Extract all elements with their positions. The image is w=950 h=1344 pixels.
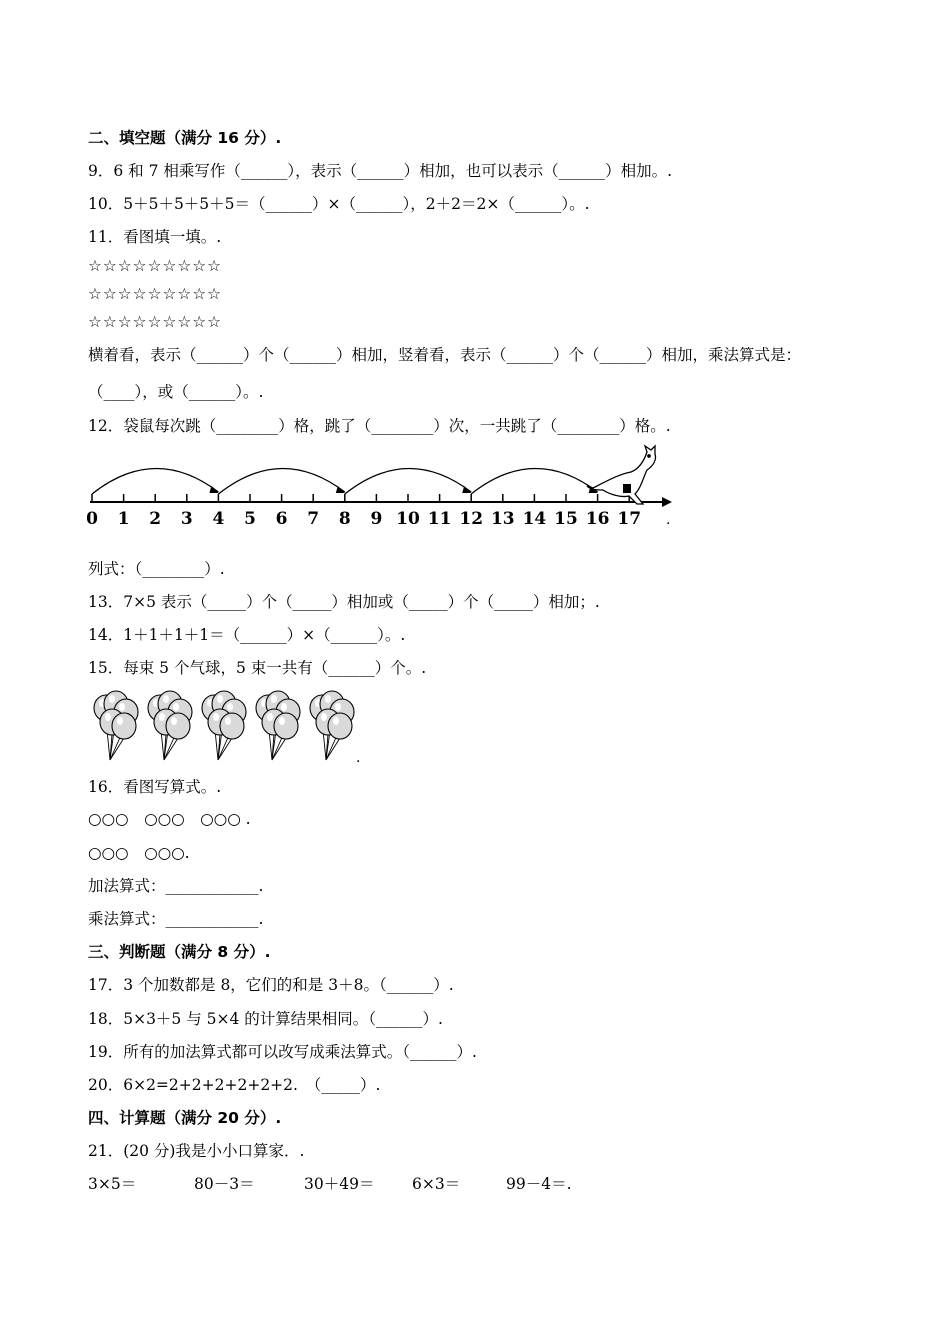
diagram-trail: . — [666, 512, 671, 528]
balloon-icon — [112, 713, 136, 739]
question-11-line-1: 横着看，表示（______）个（______）相加，竖着看，表示（______）个（______）相加，乘法算式是： — [88, 346, 802, 364]
stars-row-2: ☆☆☆☆☆☆☆☆☆ — [88, 285, 223, 303]
tick-label: 2 — [149, 509, 162, 529]
balloon-icon — [220, 713, 244, 739]
balloon-bunch — [256, 691, 300, 760]
balloons-trail: . — [356, 750, 361, 766]
question-13: 13．7×5 表示（_____）个（_____）相加或（_____）个（_____）相加；. — [88, 593, 600, 611]
balloon-icon — [166, 713, 190, 739]
question-15: 15．每束 5 个气球，5 束一共有（______）个。. — [88, 659, 427, 677]
tick-label: 9 — [370, 509, 383, 529]
question-18: 18．5×3＋5 与 5×4 的计算结果相同。（______）. — [88, 1010, 443, 1028]
question-12: 12．袋鼠每次跳（________）格，跳了（________）次，一共跳了（________）格。. — [88, 417, 671, 435]
number-line-ticks — [86, 494, 641, 529]
tick-label: 3 — [180, 509, 193, 529]
calc-item-3: 30＋49＝ — [304, 1175, 375, 1193]
tick-label: 1 — [117, 509, 130, 529]
calc-item-1: 3×5＝ — [88, 1175, 137, 1193]
calc-item-4: 6×3＝ — [412, 1175, 461, 1193]
number-line-arrow — [662, 497, 672, 507]
jump-arc — [471, 468, 597, 494]
question-11: 11．看图填一填。. — [88, 228, 222, 246]
tick-label: 0 — [86, 509, 98, 529]
tick-label: 15 — [554, 509, 578, 529]
tick-label: 11 — [427, 509, 452, 529]
tick-label: 6 — [275, 509, 288, 529]
section-4-heading: 四、计算题（满分 20 分）. — [88, 1109, 282, 1127]
multiplication-formula-blank: 乘法算式：____________. — [88, 910, 264, 928]
question-19: 19．所有的加法算式都可以改写成乘法算式。（______）. — [88, 1043, 477, 1061]
balloon-icon — [274, 713, 298, 739]
question-20: 20．6×2=2+2+2+2+2+2. （_____）. — [88, 1076, 381, 1094]
balloon-bunch — [202, 691, 246, 760]
balloon-bunch — [310, 691, 354, 760]
question-12-formula: 列式：（________）. — [88, 560, 225, 578]
addition-formula-blank: 加法算式：____________. — [88, 877, 264, 895]
calc-item-2: 80－3＝ — [194, 1175, 255, 1193]
circles-row-1: ○○○ ○○○ ○○○ . — [88, 810, 251, 828]
tick-label: 5 — [244, 509, 256, 529]
jump-arc — [92, 468, 218, 494]
tick-label: 16 — [585, 509, 610, 529]
balloons-illustration — [84, 684, 374, 768]
number-line-diagram — [80, 440, 680, 532]
tick-label: 4 — [212, 509, 225, 529]
tick-label: 17 — [617, 509, 642, 529]
balloon-bunch — [94, 691, 138, 760]
tick-label: 8 — [338, 509, 351, 529]
balloon-icon — [328, 713, 352, 739]
section-2-heading: 二、填空题（满分 16 分）. — [88, 129, 282, 147]
question-14: 14．1＋1＋1＋1＝（______）×（______）。. — [88, 626, 406, 644]
section-3-heading: 三、判断题（满分 8 分）. — [88, 943, 271, 961]
stars-row-3: ☆☆☆☆☆☆☆☆☆ — [88, 313, 223, 331]
question-11-line-2: （____），或（______）。. — [88, 383, 264, 401]
stars-row-1: ☆☆☆☆☆☆☆☆☆ — [88, 257, 223, 275]
jump-arcs — [92, 468, 598, 494]
tick-label: 10 — [396, 509, 420, 529]
tick-label: 14 — [522, 509, 547, 529]
question-17: 17．3 个加数都是 8，它们的和是 3＋8。（______）. — [88, 976, 454, 994]
balloon-bunch — [148, 691, 192, 760]
question-21: 21．(20 分)我是小小口算家．. — [88, 1142, 305, 1160]
circles-row-2: ○○○ ○○○. — [88, 844, 190, 862]
question-16: 16．看图写算式。. — [88, 778, 222, 796]
jump-arc — [218, 468, 344, 494]
calc-item-5: 99－4＝. — [506, 1175, 572, 1193]
question-10: 10．5＋5＋5＋5＋5＝（______）×（______），2＋2＝2×（______）。. — [88, 195, 590, 213]
tick-label: 13 — [490, 509, 515, 529]
tick-label: 12 — [459, 509, 484, 529]
tick-label: 7 — [307, 509, 320, 529]
jump-arc — [345, 468, 471, 494]
question-9: 9．6 和 7 相乘写作（______），表示（______）相加，也可以表示（______）相加。. — [88, 162, 673, 180]
